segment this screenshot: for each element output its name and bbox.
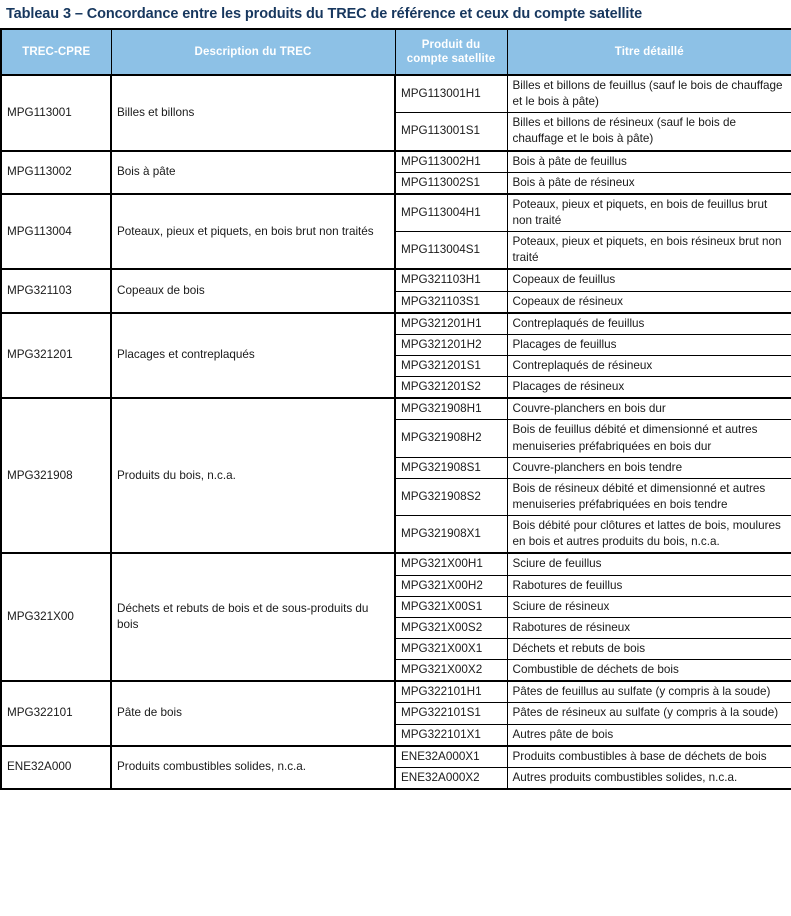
detailed-title: Billes et billons de feuillus (sauf le bois de chauffage et le bois à pâte): [507, 75, 791, 113]
satellite-product-code: MPG321908H2: [395, 420, 507, 457]
detailed-title: Couvre-planchers en bois dur: [507, 398, 791, 420]
trec-cpre-code: MPG113001: [1, 75, 111, 151]
table-row: [1, 746, 791, 768]
trec-cpre-code: MPG113004: [1, 194, 111, 270]
satellite-product-code: MPG113002H1: [395, 151, 507, 173]
trec-cpre-code: MPG321201: [1, 313, 111, 399]
satellite-product-code: MPG321201S1: [395, 355, 507, 376]
satellite-product-code: MPG113001H1: [395, 75, 507, 113]
detailed-title: Bois de résineux débité et dimensionné et autres menuiseries préfabriquées en bois tendre: [507, 478, 791, 515]
satellite-product-code: MPG321201H1: [395, 313, 507, 335]
trec-cpre-code: MPG322101: [1, 681, 111, 745]
detailed-title: Rabotures de feuillus: [507, 575, 791, 596]
detailed-title: Placages de résineux: [507, 377, 791, 399]
satellite-product-code: MPG321103S1: [395, 291, 507, 313]
detailed-title: Poteaux, pieux et piquets, en bois de feuillus brut non traité: [507, 194, 791, 232]
trec-cpre-code: MPG321X00: [1, 553, 111, 681]
satellite-product-code: MPG321908H1: [395, 398, 507, 420]
detailed-title: Produits combustibles à base de déchets de bois: [507, 746, 791, 768]
satellite-product-code: MPG113002S1: [395, 172, 507, 194]
detailed-title: Billes et billons de résineux (sauf le bois de chauffage et le bois à pâte): [507, 113, 791, 151]
detailed-title: Bois débité pour clôtures et lattes de bois, moulures en bois et autres produits du bois, n.c.a.: [507, 516, 791, 554]
trec-description: Pâte de bois: [111, 681, 395, 745]
satellite-product-code: MPG321X00X1: [395, 638, 507, 659]
detailed-title: Sciure de résineux: [507, 596, 791, 617]
trec-cpre-code: ENE32A000: [1, 746, 111, 789]
table-row: [1, 313, 791, 335]
detailed-title: Contreplaqués de feuillus: [507, 313, 791, 335]
detailed-title: Pâtes de résineux au sulfate (y compris à la soude): [507, 703, 791, 724]
satellite-header-line2: compte satellite: [406, 53, 496, 65]
satellite-product-code: MPG321201H2: [395, 334, 507, 355]
detailed-title: Combustible de déchets de bois: [507, 660, 791, 682]
trec-description: Déchets et rebuts de bois et de sous-produits du bois: [111, 553, 395, 681]
detailed-title: Contreplaqués de résineux: [507, 355, 791, 376]
trec-description: Copeaux de bois: [111, 269, 395, 312]
satellite-product-code: MPG321X00S1: [395, 596, 507, 617]
detailed-title: Bois à pâte de feuillus: [507, 151, 791, 173]
table-row: [1, 398, 791, 420]
trec-description: Placages et contreplaqués: [111, 313, 395, 399]
satellite-product-code: MPG321908S1: [395, 457, 507, 478]
table-row: [1, 75, 791, 113]
satellite-product-code: MPG321908S2: [395, 478, 507, 515]
detailed-title: Déchets et rebuts de bois: [507, 638, 791, 659]
satellite-product-code: MPG321X00H2: [395, 575, 507, 596]
detailed-title: Autres produits combustibles solides, n.c.a.: [507, 767, 791, 789]
satellite-product-code: MPG113004H1: [395, 194, 507, 232]
satellite-product-code: MPG113004S1: [395, 232, 507, 270]
satellite-header-line1: Produit du: [421, 38, 481, 51]
satellite-product-code: MPG321201S2: [395, 377, 507, 399]
satellite-product-code: MPG322101H1: [395, 681, 507, 703]
detailed-title: Couvre-planchers en bois tendre: [507, 457, 791, 478]
concordance-table: [0, 28, 791, 790]
detailed-title: Bois à pâte de résineux: [507, 172, 791, 194]
trec-description: Billes et billons: [111, 75, 395, 151]
trec-cpre-code: MPG113002: [1, 151, 111, 194]
table-row: [1, 681, 791, 703]
table-row: [1, 194, 791, 232]
detailed-title: Sciure de feuillus: [507, 553, 791, 575]
satellite-product-code: MPG321X00X2: [395, 660, 507, 682]
page-title: Tableau 3 – Concordance entre les produits du TREC de référence et ceux du compte satellite: [6, 6, 643, 22]
column-header-satellite-product: [395, 29, 507, 75]
detailed-title: Autres pâte de bois: [507, 724, 791, 746]
header-row: [1, 29, 791, 75]
detailed-title: Copeaux de feuillus: [507, 269, 791, 291]
trec-cpre-code: MPG321103: [1, 269, 111, 312]
trec-description: Produits du bois, n.c.a.: [111, 398, 395, 553]
satellite-product-code: MPG321X00S2: [395, 617, 507, 638]
satellite-product-code: ENE32A000X2: [395, 767, 507, 789]
satellite-product-code: MPG321X00H1: [395, 553, 507, 575]
column-header-trec-cpre: TREC-CPRE: [1, 29, 111, 75]
trec-description: Produits combustibles solides, n.c.a.: [111, 746, 395, 789]
column-header-description: Description du TREC: [111, 29, 395, 75]
table-body: [1, 75, 791, 789]
trec-description: Bois à pâte: [111, 151, 395, 194]
trec-description: Poteaux, pieux et piquets, en bois brut non traités: [111, 194, 395, 270]
detailed-title: Copeaux de résineux: [507, 291, 791, 313]
detailed-title: Rabotures de résineux: [507, 617, 791, 638]
detailed-title: Placages de feuillus: [507, 334, 791, 355]
table-row: [1, 151, 791, 173]
satellite-product-code: MPG321908X1: [395, 516, 507, 554]
detailed-title: Pâtes de feuillus au sulfate (y compris à la soude): [507, 681, 791, 703]
detailed-title: Poteaux, pieux et piquets, en bois résineux brut non traité: [507, 232, 791, 270]
satellite-product-code: ENE32A000X1: [395, 746, 507, 768]
satellite-product-code: MPG322101S1: [395, 703, 507, 724]
table-row: [1, 553, 791, 575]
column-header-detailed-title: Titre détaillé: [507, 29, 791, 75]
satellite-product-code: MPG113001S1: [395, 113, 507, 151]
satellite-product-code: MPG322101X1: [395, 724, 507, 746]
trec-cpre-code: MPG321908: [1, 398, 111, 553]
table-header: [1, 29, 791, 75]
table-row: [1, 269, 791, 291]
satellite-product-code: MPG321103H1: [395, 269, 507, 291]
detailed-title: Bois de feuillus débité et dimensionné et autres menuiseries préfabriquées en bois dur: [507, 420, 791, 457]
